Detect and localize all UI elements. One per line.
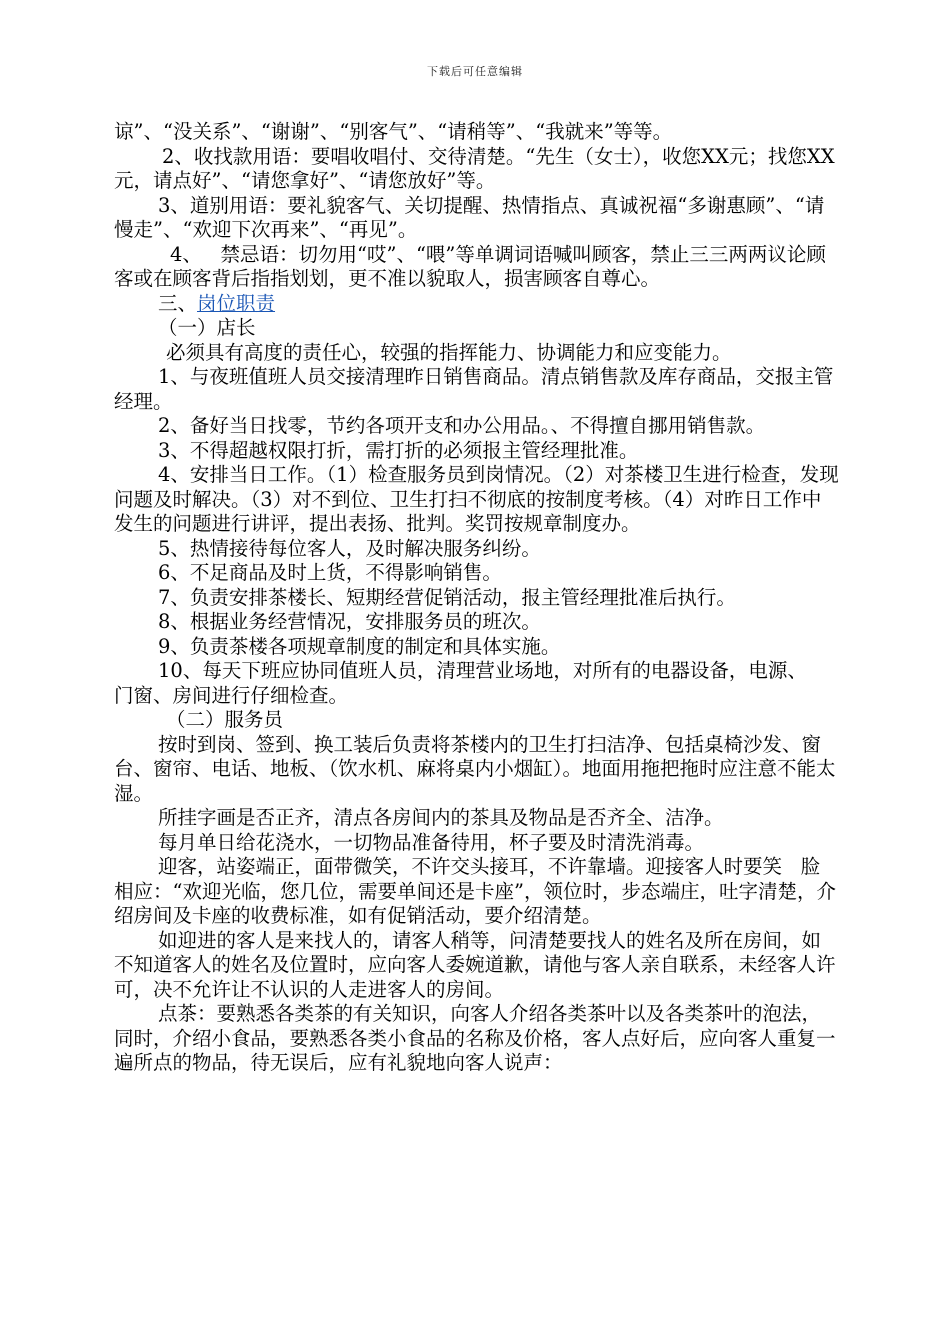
list-item: 9、负责茶楼各项规章制度的制定和具体实施。 bbox=[158, 634, 561, 658]
section-number: 三、 bbox=[158, 291, 198, 315]
subsection-heading: （一）店长 bbox=[158, 316, 256, 339]
paragraph: 所挂字画是否正齐，清点各房间内的茶具及物品是否齐全、洁净。 bbox=[158, 806, 724, 829]
paragraph: 每月单日给花浇水，一切物品准备待用，杯子要及时清洗消毒。 bbox=[158, 830, 705, 854]
list-item: 3、不得超越权限打折，需打折的必须报主管经理批准。 bbox=[158, 438, 639, 462]
list-item: 7、负责安排茶楼长、短期经营促销活动，报主管经理批准后执行。 bbox=[158, 585, 736, 609]
list-item: 4、安排当日工作。（1）检查服务员到岗情况。（2）对茶楼卫生进行检查，发现问题及时解决。（3）对不到位、卫生打扫不彻底的按制度考核。（4）对昨日工作中发生的问题进行讲评，提出表扬、批判。奖罚按规章制度办。 bbox=[114, 463, 839, 535]
list-item: 1、与夜班值班人员交接清理昨日销售商品。清点销售款及库存商品，交报主管经理。 bbox=[114, 365, 834, 413]
list-item: 2、备好当日找零，节约各项开支和办公用品。、不得擅自挪用销售款。 bbox=[158, 414, 766, 437]
list-item: 8、根据业务经营情况，安排服务员的班次。 bbox=[158, 610, 541, 633]
paragraph: 4、 禁忌语：切勿用“哎”、“喂”等单调词语喊叫顾客，禁止三三两两议论顾客或在顾客背后指指划划，更不准以貌取人，损害顾客自尊心。 bbox=[114, 242, 826, 290]
paragraph: 如迎进的客人是来找人的，请客人稍等，问清楚要找人的姓名及所在房间，如不知道客人的姓名及位置时，应向客人委婉道歉，请他与客人亲自联系，未经客人许可，决不允许让不认识的人走进客人的房间。 bbox=[114, 928, 836, 1001]
section-heading bbox=[114, 292, 839, 317]
paragraph: 必须具有高度的责任心，较强的指挥能力、协调能力和应变能力。 bbox=[166, 340, 732, 364]
paragraph: 3、道别用语：要礼貌客气、关切提醒、热情指点、真诚祝福“多谢惠顾”、“请慢走”、“欢迎下次再来”、“再见”。 bbox=[114, 193, 825, 241]
list-item: 5、热情接待每位客人，及时解决服务纠纷。 bbox=[158, 536, 541, 560]
paragraph: 按时到岗、签到、换工装后负责将茶楼内的卫生打扫洁净、包括桌椅沙发、窗台、窗帘、电话、地板、（饮水机、麻将桌内小烟缸）。地面用拖把拖时应注意不能太湿。 bbox=[114, 732, 836, 805]
page-header: 下载后可任意编辑 bbox=[427, 65, 523, 78]
list-item: 6、不足商品及时上货，不得影响销售。 bbox=[158, 561, 502, 584]
paragraph: 迎客，站姿端正，面带微笑，不许交头接耳，不许靠墙。迎接客人时要笑 脸相应：“欢迎光临，您几位，需要单间还是卡座”，领位时，步态端庄，吐字清楚，介绍房间及卡座的收费标准，如有促销活动，要介绍清楚。 bbox=[114, 855, 836, 927]
paragraph: 谅”、“没关系”、“谢谢”、“别客气”、“请稍等”、“我就来”等等。 bbox=[114, 120, 673, 143]
list-item: 10、每天下班应协同值班人员，清理营业场地，对所有的电器设备，电源、 门窗、房间进行仔细检查。 bbox=[114, 659, 826, 707]
paragraph: 2、收找款用语：要唱收唱付、交待清楚。“先生（女士），收您XX元；找您XX元，请点好”、“请您拿好”、“请您放好”等。 bbox=[114, 144, 835, 192]
subsection-heading: （二）服务员 bbox=[166, 708, 284, 731]
paragraph: 点茶：要熟悉各类茶的有关知识，向客人介绍各类茶叶以及各类茶叶的泡法，同时，介绍小食品，要熟悉各类小食品的名称及价格，客人点好后，应向客人重复一遍所点的物品，待无误后，应有礼貌地向客人说声： bbox=[114, 1002, 836, 1074]
document-body bbox=[114, 120, 839, 1076]
section-link[interactable]: 岗位职责 bbox=[197, 291, 276, 315]
